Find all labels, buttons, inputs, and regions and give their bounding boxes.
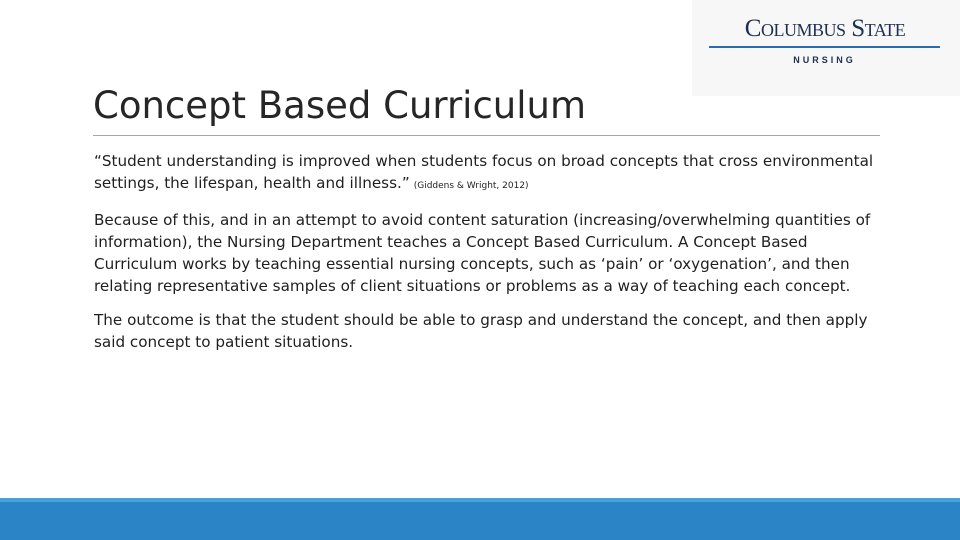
quote-text: “Student understanding is improved when students focus on broad concepts that cross environmental settings, the lifespan, health and illness.” — [94, 152, 874, 192]
logo-subtitle: NURSING — [793, 55, 856, 65]
college-logo — [692, 0, 960, 96]
footer-bar-highlight — [0, 498, 960, 502]
slide-body — [94, 150, 884, 365]
outcome-paragraph: The outcome is that the student should be able to grasp and understand the concept, and then apply said concept to patient situations. — [94, 311, 868, 351]
title-divider — [93, 135, 880, 136]
curriculum-paragraph: Because of this, and in an attempt to avoid content saturation (increasing/overwhelming quantities of information), the Nursing Department teaches a Concept Based Curriculum. A Concept Based Curriculum works by teaching essential nursing concepts, such as ‘pain’ or ‘oxygenation’, and then relating representative samples of client situations or problems as a way of teaching each concept. — [94, 211, 871, 295]
quote-paragraph — [94, 150, 884, 197]
logo-wordmark: Columbus State — [744, 15, 906, 42]
footer-bar — [0, 498, 960, 540]
quote-citation: (Giddens & Wright, 2012) — [413, 181, 529, 191]
logo-divider — [709, 46, 940, 48]
slide-title: Concept Based Curriculum — [93, 84, 587, 127]
